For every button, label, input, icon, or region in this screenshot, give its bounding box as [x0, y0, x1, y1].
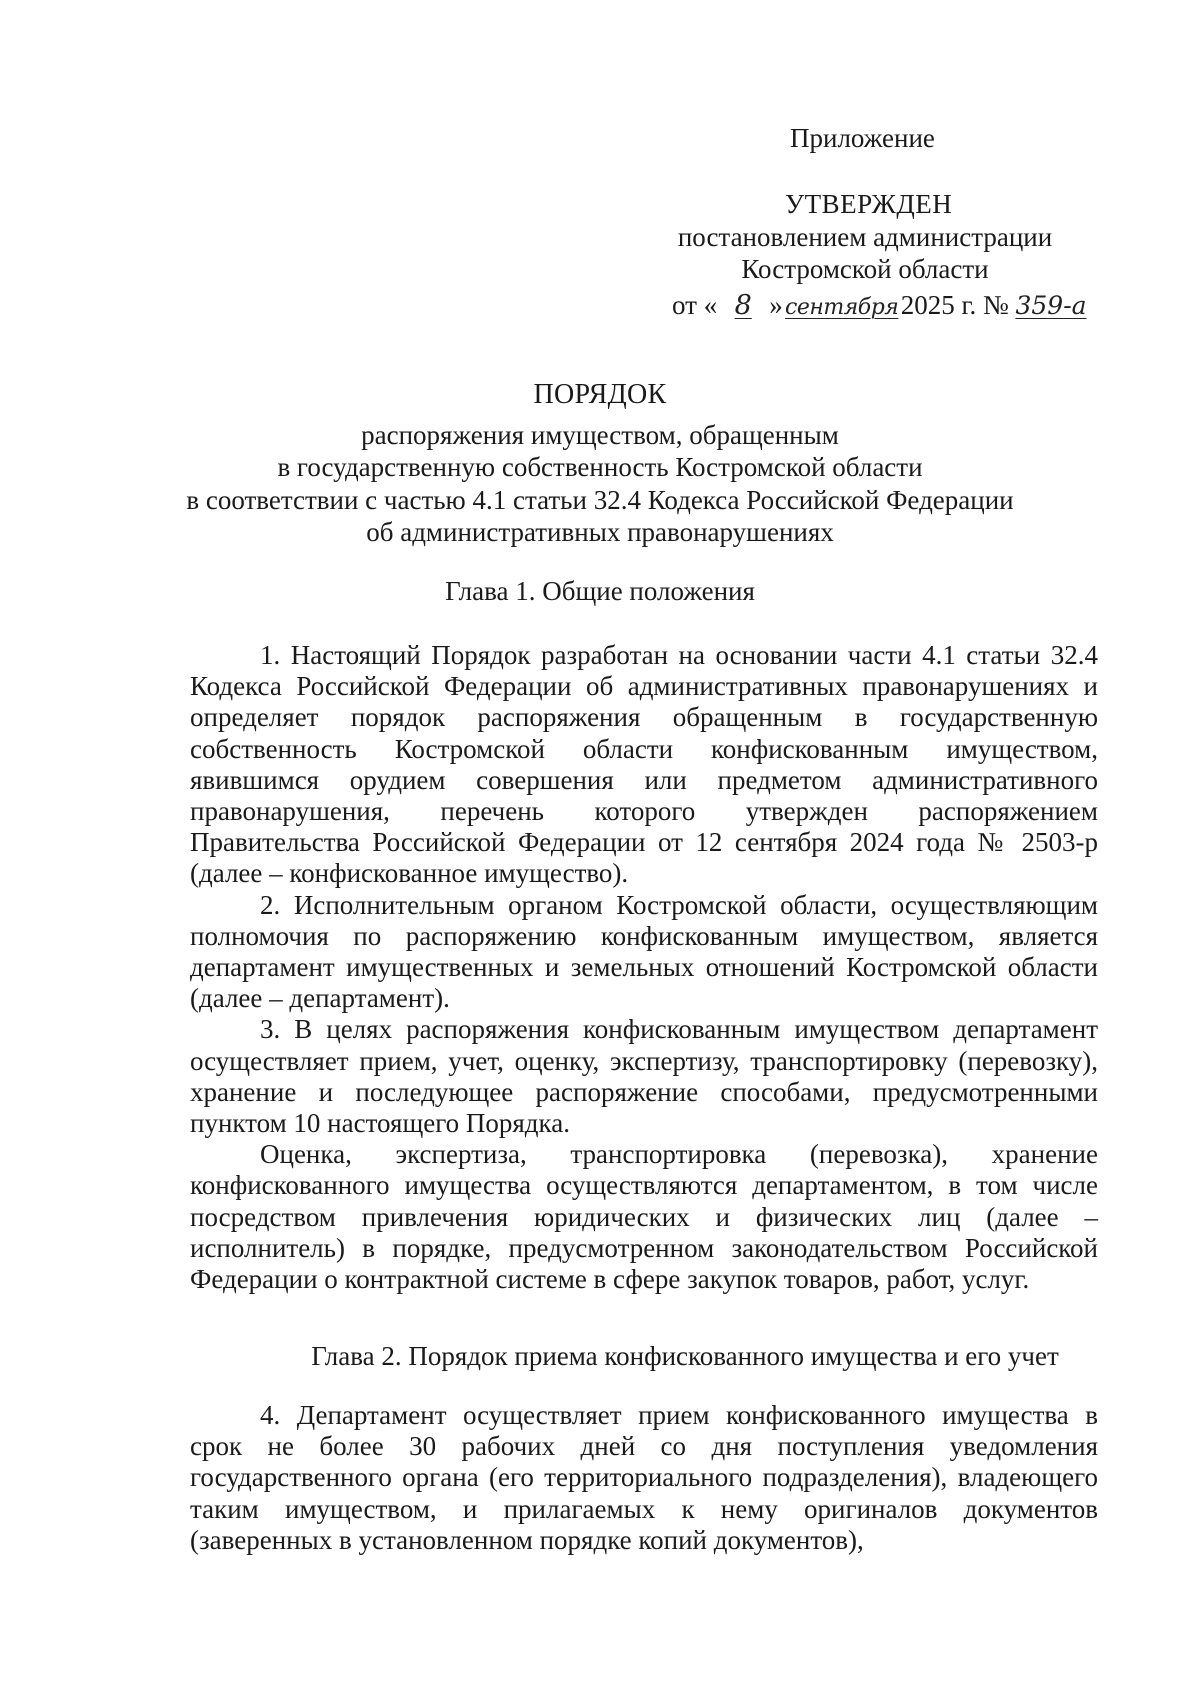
title-line-2: в государственную собственность Костромской области: [277, 452, 923, 482]
year-number-label: 2025 г. №: [900, 290, 1009, 320]
paragraph-3-continuation: Оценка, экспертиза, транспортировка (перевозка), хранение конфискованного имущества осуществляются департаментом, в том числе посредством привлечения юридических и физических лиц (далее – исполнитель) в порядке, предусмотренном законодательством Российской Федерации о контрактной системе в сфере закупок товаров, работ, услуг.: [190, 1139, 1098, 1295]
document-title-block: [140, 379, 1060, 549]
title-line-4: об административных правонарушениях: [366, 517, 834, 547]
paragraph-2: 2. Исполнительным органом Костромской области, осуществляющим полномочия по распоряжению конфискованным имуществом, является департамент имущественных и земельных отношений Костромской области (далее – департамент).: [190, 889, 1098, 1014]
paragraph-1: 1. Настоящий Порядок разработан на основании части 4.1 статьи 32.4 Кодекса Российской Федерации об административных правонарушениях и определяет порядок распоряжения обращенным в государственную собственность Костромской области конфискованным имуществом, явившимся орудием совершения или предметом административного правонарушения, перечень которого утвержден распоряжением Правительства Российской Федерации от 12 сентября 2024 года № 2503-р (далее – конфискованное имущество).: [190, 640, 1098, 889]
document-title: ПОРЯДОК: [533, 379, 667, 410]
chapter-1-body: [190, 640, 1098, 1295]
quote-close: »: [769, 290, 783, 320]
chapter-2-heading: Глава 2. Порядок приема конфискованного имущества и его учет: [311, 1341, 1059, 1371]
handwritten-day: 8: [734, 290, 752, 321]
chapter-1-heading: Глава 1. Общие положения: [445, 576, 755, 606]
title-line-1: распоряжения имуществом, обращенным: [361, 419, 839, 450]
approved-label: УТВЕРЖДЕН: [785, 189, 953, 219]
decree-line: постановлением администрации: [677, 222, 1053, 252]
region-line: Костромской области: [741, 254, 989, 284]
appendix-label: Приложение: [790, 123, 935, 153]
handwritten-decree-number: 359-а: [1015, 291, 1087, 320]
decree-date-line: [672, 289, 1108, 324]
date-prefix: от «: [672, 290, 718, 320]
chapter-2-body: [190, 1400, 1098, 1556]
handwritten-month: сентября: [785, 295, 899, 320]
paragraph-3: 3. В целях распоряжения конфискованным имуществом департамент осуществляет прием, учет, оценку, экспертизу, транспортировку (перевозку), хранение и последующее распоряжение способами, предусмотренными пунктом 10 настоящего Порядка.: [190, 1014, 1098, 1139]
paragraph-4: 4. Департамент осуществляет прием конфискованного имущества в срок не более 30 рабочих дней со дня поступления уведомления государственного органа (его территориального подразделения), владеющего таким имуществом, и прилагаемых к нему оригиналов документов (заверенных в установленном порядке копий документов),: [190, 1400, 1098, 1555]
title-line-3: в соответствии с частью 4.1 статьи 32.4 Кодекса Российской Федерации: [186, 484, 1014, 515]
